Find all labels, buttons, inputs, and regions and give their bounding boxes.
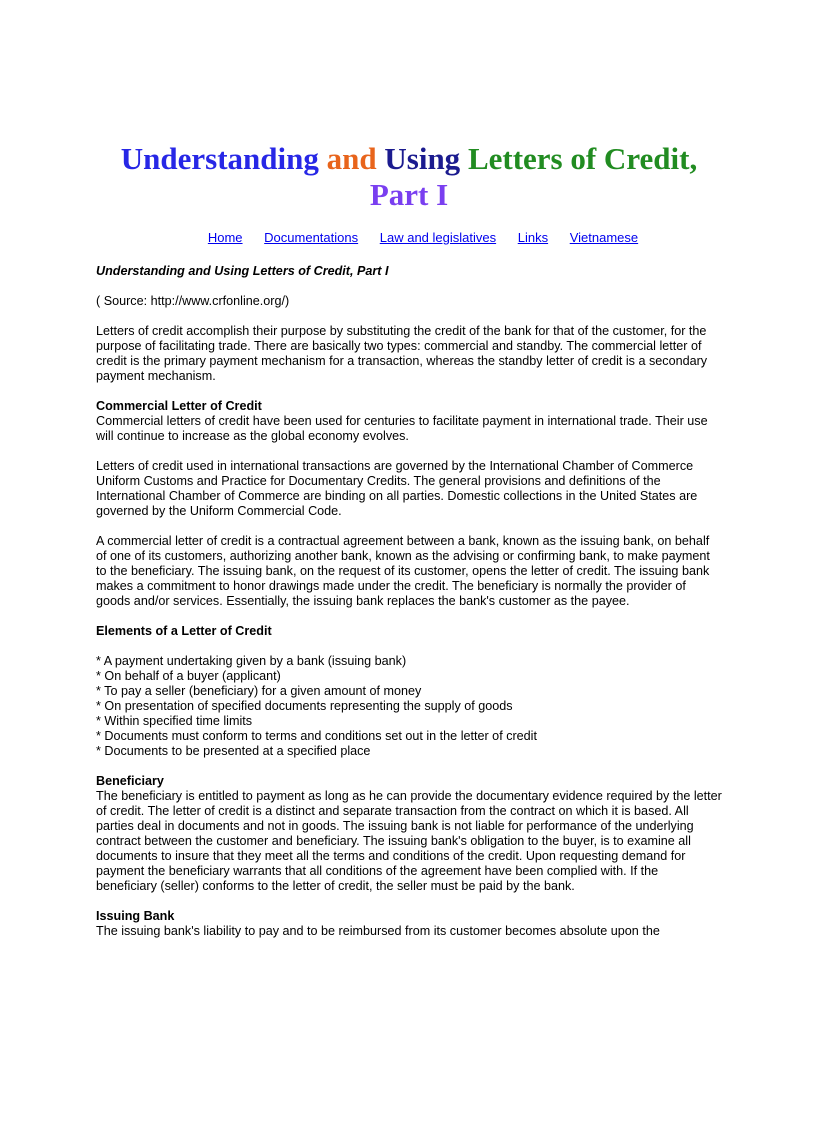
nav-link-documentations[interactable]: Documentations xyxy=(264,230,359,245)
list-item: * A payment undertaking given by a bank (issuing bank) xyxy=(96,654,407,668)
nav-link-links[interactable]: Links xyxy=(517,230,549,245)
issuing-bank-paragraph: The issuing bank's liability to pay and to be reimbursed from its customer becomes absolute upon the xyxy=(96,924,660,938)
article-subtitle: Understanding and Using Letters of Credit, Part I xyxy=(96,264,389,278)
commercial-paragraph-2: Letters of credit used in international transactions are governed by the International Chamber of Commerce Uniform Customs and Practice for Documentary Credits. The general provisions and definitions of the International Chamber of Commerce are binding on all parties. Domestic collections in the United States are governed by the Uniform Commercial Code. xyxy=(96,459,698,518)
list-item: * Within specified time limits xyxy=(96,714,253,728)
list-item: * To pay a seller (beneficiary) for a given amount of money xyxy=(96,684,422,698)
elements-list xyxy=(96,654,722,759)
title-word-using: Using xyxy=(384,141,461,176)
section-heading-commercial: Commercial Letter of Credit xyxy=(96,399,262,413)
title-word-and: and xyxy=(326,141,377,176)
document-page xyxy=(96,0,722,939)
title-word-letters-of-credit: Letters of Credit, xyxy=(467,141,698,176)
title-word-understanding: Understanding xyxy=(120,141,319,176)
section-heading-issuing-bank: Issuing Bank xyxy=(96,909,175,923)
section-heading-beneficiary: Beneficiary xyxy=(96,774,164,788)
intro-paragraph: Letters of credit accomplish their purpose by substituting the credit of the bank for that of the customer, for the purpose of facilitating trade. There are basically two types: commercial and standby. The commercial letter of credit is the primary payment mechanism for a transaction, whereas the standby letter of credit is a secondary payment mechanism. xyxy=(96,324,708,383)
nav-bar xyxy=(96,230,722,246)
title-part: Part I xyxy=(369,177,449,212)
beneficiary-paragraph: The beneficiary is entitled to payment as long as he can provide the documentary evidence required by the letter of credit. The letter of credit is a distinct and separate transaction from the contract on which it is based. All parties deal in documents and not in goods. The issuing bank is not liable for performance of the underlying contract between the customer and beneficiary. The issuing bank's obligation to the buyer, is to examine all documents to insure that they meet all the terms and conditions of the credit. Upon requesting demand for payment the beneficiary warrants that all conditions of the agreement have been complied with. If the beneficiary (seller) conforms to the letter of credit, the seller must be paid by the bank. xyxy=(96,789,722,893)
list-item: * On behalf of a buyer (applicant) xyxy=(96,669,281,683)
commercial-paragraph-3: A commercial letter of credit is a contractual agreement between a bank, known as the issuing bank, on behalf of one of its customers, authorizing another bank, known as the advising or confirming bank, to make payment to the beneficiary. The issuing bank, on the request of its customer, opens the letter of credit. The issuing bank makes a commitment to honor drawings made under the credit. The beneficiary is normally the provider of goods and/or services. Essentially, the issuing bank replaces the bank's customer as the payee. xyxy=(96,534,710,608)
nav-link-home[interactable]: Home xyxy=(207,230,243,245)
source-line: ( Source: http://www.crfonline.org/) xyxy=(96,294,290,308)
list-item: * Documents must conform to terms and conditions set out in the letter of credit xyxy=(96,729,537,743)
list-item: * On presentation of specified documents representing the supply of goods xyxy=(96,699,513,713)
nav-link-vietnamese[interactable]: Vietnamese xyxy=(569,230,639,245)
page-title xyxy=(36,141,782,213)
nav-link-law[interactable]: Law and legislatives xyxy=(379,230,497,245)
commercial-paragraph-1: Commercial letters of credit have been used for centuries to facilitate payment in international trade. Their use will continue to increase as the global economy evolves. xyxy=(96,414,708,443)
list-item: * Documents to be presented at a specified place xyxy=(96,744,371,758)
section-heading-elements: Elements of a Letter of Credit xyxy=(96,624,272,638)
